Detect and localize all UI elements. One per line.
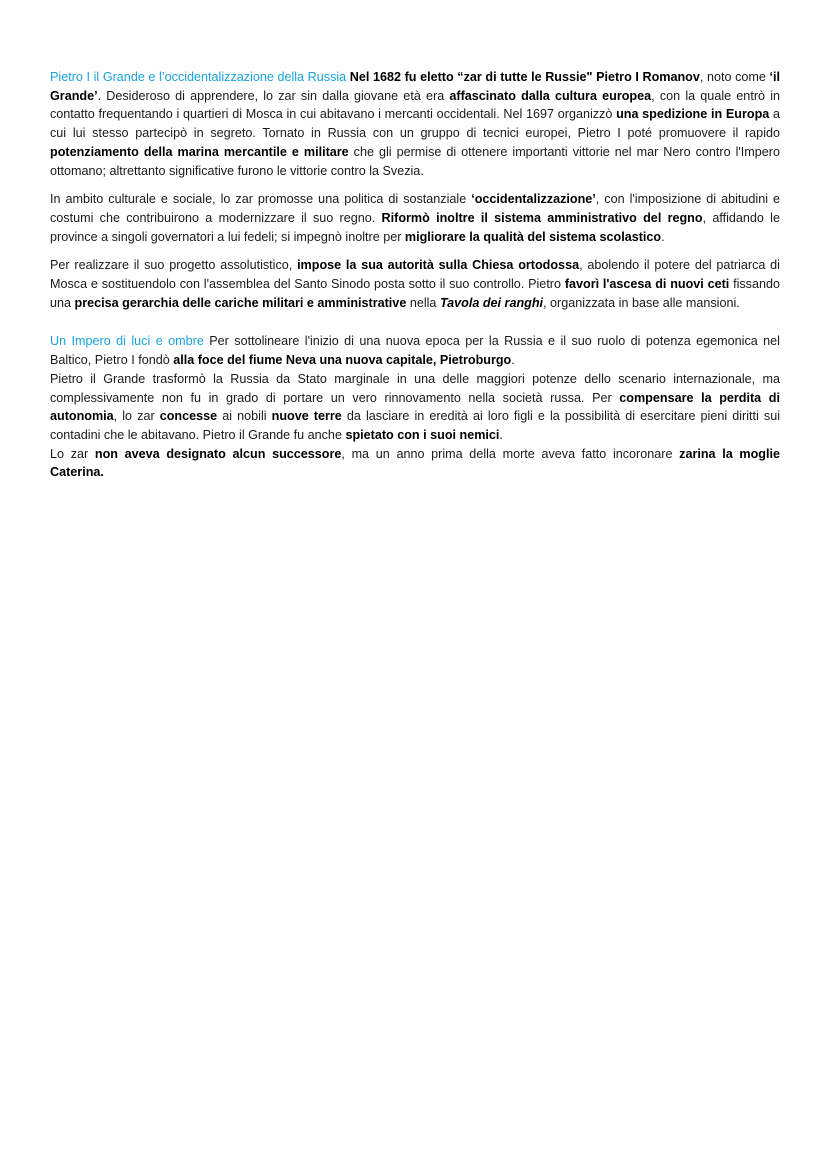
paragraph xyxy=(50,190,780,246)
bold-text: Riformò inoltre il sistema amministrativo del regno xyxy=(381,210,703,225)
bold-text: ‘occidentalizzazione’ xyxy=(471,192,596,207)
bold-text: una spedizione in Europa xyxy=(616,107,770,122)
bold-text xyxy=(440,296,543,310)
text-run: . xyxy=(499,427,503,442)
bold-text: potenziamento della marina mercantile e militare xyxy=(50,144,349,159)
paragraph xyxy=(50,445,780,482)
text-run: . xyxy=(511,353,515,368)
bold-text: nuove terre xyxy=(271,409,342,424)
text-run: In ambito culturale e sociale, lo zar promosse una politica di sostanziale xyxy=(50,192,472,207)
paragraph xyxy=(50,332,780,369)
text-run: , abolendo il potere del patriarca di Mosca e sostituendolo con l'assemblea del Santo Sinodo posta sotto il suo controllo. Pietro xyxy=(50,258,780,292)
document-page xyxy=(50,68,780,482)
text-run: . xyxy=(661,229,665,244)
text-run: , affidando le province a singoli governatori a lui fedeli; si impegnò inoltre per xyxy=(50,210,780,244)
text-run: a cui lui stesso partecipò in segreto. Tornato in Russia con un gruppo di tecnici europei, Pietro I poté promuovere il rapido xyxy=(50,107,780,141)
paragraph xyxy=(50,68,780,180)
text-run: , lo zar xyxy=(113,409,160,424)
bold-text: precisa gerarchia delle cariche militari e amministrative xyxy=(74,295,407,310)
text-run: nella xyxy=(406,295,440,310)
bold-text: Nel 1682 fu eletto “zar di tutte le Russie" Pietro I Romanov xyxy=(349,70,700,84)
paragraph-body xyxy=(50,70,780,178)
bold-text: non aveva designato alcun successore xyxy=(94,446,342,461)
bold-text: ‘il Grande’ xyxy=(50,70,781,103)
text-run: da lasciare in eredità ai loro figli e la possibilità di esercitare pieni diritti sui contadini che le abitavano. Pietro il Grande fu anche xyxy=(50,409,780,442)
bold-text: spietato con i suoi nemici xyxy=(345,427,500,442)
paragraph xyxy=(50,256,780,312)
text-run: Pietro il Grande trasformò la Russia da Stato marginale in una delle maggiori potenze dello scenario internazionale, ma complessivamente non fu in grado di portare un vero rinnovamento nella società russa. Per xyxy=(50,371,780,405)
bold-text: affascinato dalla cultura europea xyxy=(449,88,652,103)
text-run: ai nobili xyxy=(217,409,272,424)
text-run: . Desideroso di apprendere, lo zar sin dalla giovane età era xyxy=(97,88,450,103)
bold-text: zarina la moglie Caterina. xyxy=(50,446,780,480)
text-run: Per realizzare il suo progetto assolutistico, xyxy=(50,258,298,273)
bold-text: compensare la perdita di autonomia xyxy=(50,390,780,424)
text-run: , organizzata in base alle mansioni. xyxy=(543,295,740,310)
text-run: , con la quale entrò in contatto frequentando i quartieri di Mosca in cui abitavano i mercanti occidentali. Nel 1697 organizzò xyxy=(50,88,780,122)
bold-text: impose la sua autorità sulla Chiesa ortodossa xyxy=(297,258,580,273)
bold-text: favorì l'ascesa di nuovi ceti xyxy=(564,277,730,292)
italic-text: Tavola dei ranghi xyxy=(439,295,544,310)
section-spacer xyxy=(50,322,780,332)
section-heading: Pietro I il Grande e l’occidentalizzazione della Russia xyxy=(50,70,347,84)
text-run: fissando una xyxy=(50,277,780,310)
text-run: , noto come xyxy=(699,70,770,84)
section-heading: Un Impero di luci e ombre xyxy=(50,334,204,349)
text-run: Per sottolineare l'inizio di una nuova epoca per la Russia e il suo ruolo di potenza egemonica nel Baltico, Pietro I fondò xyxy=(50,334,780,368)
text-run: , con l'imposizione di abitudini e costumi che contribuirono a modernizzare il suo regno. xyxy=(50,192,780,225)
bold-text: alla foce del fiume Neva una nuova capitale, Pietroburgo xyxy=(173,353,512,368)
bold-text: concesse xyxy=(159,409,218,424)
paragraph xyxy=(50,370,780,445)
text-run: che gli permise di ottenere importanti vittorie nel mar Nero contro l'Impero ottomano; altrettanto significative furono le vittorie contro la Svezia. xyxy=(50,144,780,178)
text-run: , ma un anno prima della morte aveva fatto incoronare xyxy=(341,446,680,461)
bold-text: migliorare la qualità del sistema scolastico xyxy=(404,229,662,244)
text-run: Lo zar xyxy=(50,446,95,461)
